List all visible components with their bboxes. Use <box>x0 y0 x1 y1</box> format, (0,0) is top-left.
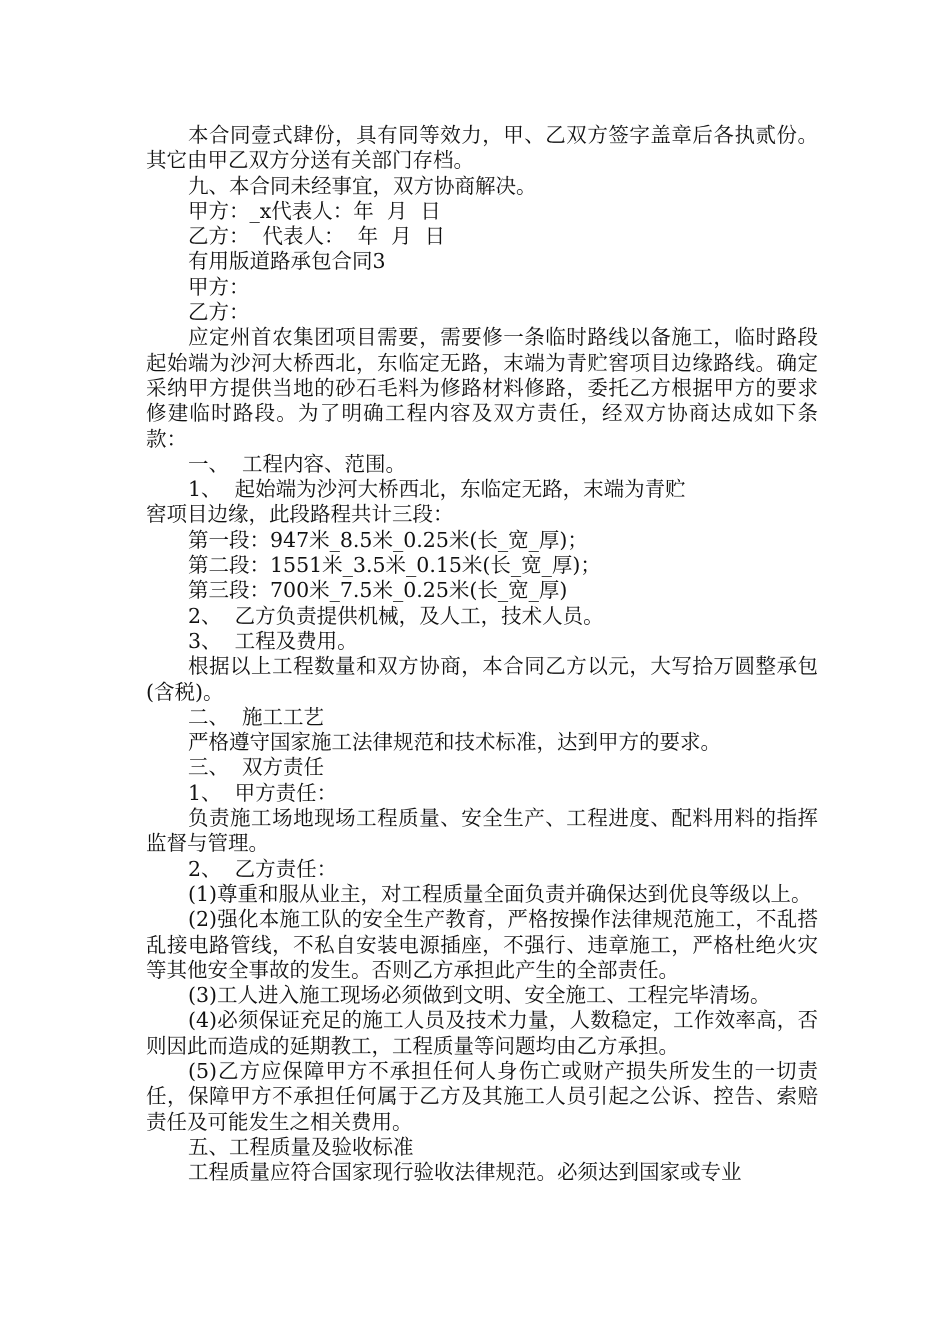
segment-three: 第三段：700米_7.5米_0.25米(长_宽_厚) <box>188 578 568 603</box>
contract-title: 有用版道路承包合同3 <box>188 249 386 274</box>
paragraph-clause-nine: 九、本合同未经事宜，双方协商解决。 <box>188 173 537 198</box>
duty-item-2: (2)强化本施工队的安全生产教育，严格按操作法律规范施工，不乱搭乱接电路管线，不私自安装电源插座，不强行、违章施工，严格杜绝火灾等其他安全事故的发生。否则乙方承担此产生的全部责任。 <box>146 907 818 982</box>
list-item-machinery: 2、 乙方负责提供机械，及人工，技术人员。 <box>188 603 604 628</box>
section-heading-quality: 五、工程质量及验收标准 <box>188 1134 414 1159</box>
segment-one: 第一段：947米_8.5米_0.25米(长_宽_厚)； <box>188 527 588 552</box>
section-heading-scope: 一、 工程内容、范围。 <box>188 451 407 476</box>
duty-item-5: (5)乙方应保障甲方不承担任何人身伤亡或财产损失所发生的一切责任，保障甲方不承担任何属于乙方及其施工人员引起之公诉、控告、索赔责任及可能发生之相关费用。 <box>146 1058 818 1134</box>
duty-item-4: (4)必须保证充足的施工人员及技术力量，人数稳定，工作效率高，否则因此而造成的延期教工，工程质量等问题均由乙方承担。 <box>146 1008 818 1058</box>
document-page <box>146 123 818 1185</box>
duty-item-1: (1)尊重和服从业主，对工程质量全面负责并确保达到优良等级以上。 <box>188 881 812 906</box>
section-heading-process: 二、 施工工艺 <box>188 704 325 729</box>
section-heading-responsibilities: 三、 双方责任 <box>188 755 325 780</box>
paragraph-standards: 严格遵守国家施工法律规范和技术标准，达到甲方的要求。 <box>188 730 721 755</box>
paragraph-copies: 本合同壹式肆份，具有同等效力，甲、乙双方签字盖章后各执贰份。其它由甲乙双方分送有关部门存档。 <box>146 123 818 173</box>
paragraph-party-a-duties: 负责施工场地现场工程质量、安全生产、工程进度、配料用料的指挥监督与管理。 <box>146 806 818 856</box>
party-a-responsibility-heading: 1、 甲方责任： <box>188 780 338 805</box>
list-item-cost: 3、 工程及费用。 <box>188 628 358 653</box>
paragraph-quality: 工程质量应符合国家现行验收法律规范。必须达到国家或专业 <box>188 1160 742 1185</box>
party-b-label: 乙方： <box>188 300 250 325</box>
paragraph-preamble: 应定州首农集团项目需要，需要修一条临时路线以备施工，临时路段起始端为沙河大桥西北，东临定无路，末端为青贮窖项目边缘路线。确定采纳甲方提供当地的砂石毛料为修路材料修路，委托乙方根据甲方的要求修建临时路段。为了明确工程内容及双方责任，经双方协商达成如下条款： <box>146 325 818 451</box>
paragraph-party-a-signature: 甲方：_x代表人：年 月 日 <box>188 198 441 223</box>
paragraph-party-b-signature: 乙方： 代表人： 年 月 日 <box>188 224 446 249</box>
party-b-responsibility-heading: 2、 乙方责任： <box>188 856 338 881</box>
party-a-label: 甲方： <box>188 274 250 299</box>
list-item-start-point: 1、 起始端为沙河大桥西北，东临定无路，末端为青贮 <box>188 477 686 502</box>
paragraph-route-summary: 窖项目边缘，此段路程共计三段： <box>146 502 454 527</box>
duty-item-3: (3)工人进入施工现场必须做到文明、安全施工、工程完毕清场。 <box>188 983 771 1008</box>
segment-two: 第二段：1551米_3.5米_0.15米(长_宽_厚)； <box>188 553 601 578</box>
paragraph-price: 根据以上工程数量和双方协商，本合同乙方以元，大写拾万圆整承包(含税)。 <box>146 654 818 704</box>
